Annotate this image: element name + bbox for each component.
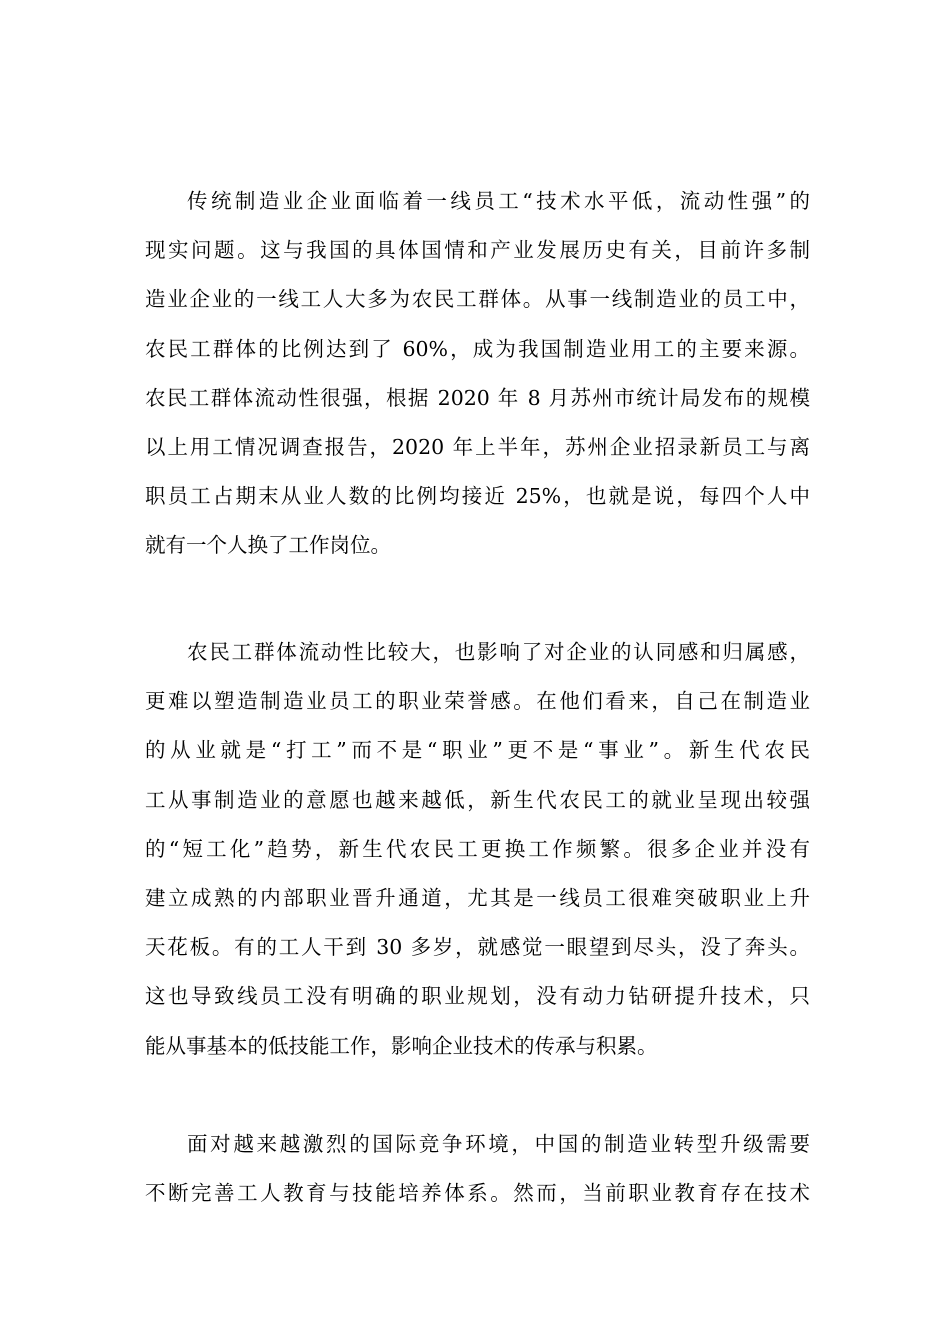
text-line: 就有一个人换了工作岗位。	[145, 533, 391, 558]
text-line: 农民工群体流动性比较大，也影响了对企业的认同感和归属感，	[187, 640, 810, 664]
text-line: 不断完善工人教育与技能培养体系。然而，当前职业教育存在技术	[145, 1181, 810, 1206]
text-line: 传统制造业企业面临着一线员工“技术水平低，流动性强”的	[187, 189, 810, 213]
text-line: 这也导致线员工没有明确的职业规划，没有动力钻研提升技术，只	[145, 984, 810, 1009]
paragraph-1	[145, 177, 810, 571]
text-line: 职员工占期末从业人数的比例均接近 25%，也就是说，每四个人中	[145, 484, 810, 509]
text-line: 天花板。有的工人干到 30 多岁，就感觉一眼望到尽头，没了奔头。	[145, 935, 810, 960]
text-line: 面对越来越激烈的国际竞争环境，中国的制造业转型升级需要	[187, 1132, 810, 1156]
text-line: 的“短工化”趋势，新生代农民工更换工作频繁。很多企业并没有	[145, 836, 810, 861]
text-line: 建立成熟的内部职业晋升通道，尤其是一线员工很难突破职业上升	[145, 885, 810, 910]
text-line: 造业企业的一线工人大多为农民工群体。从事一线制造业的员工中，	[145, 287, 810, 312]
paragraph-3	[145, 1120, 810, 1218]
paragraph-2	[145, 628, 810, 1071]
text-line: 农民工群体流动性很强，根据 2020 年 8 月苏州市统计局发布的规模	[145, 385, 810, 410]
text-line: 现实问题。这与我国的具体国情和产业发展历史有关，目前许多制	[145, 238, 810, 263]
text-line: 更难以塑造制造业员工的职业荣誉感。在他们看来，自己在制造业	[145, 689, 810, 714]
text-line: 农民工群体的比例达到了 60%，成为我国制造业用工的主要来源。	[145, 336, 810, 361]
text-line: 以上用工情况调查报告，2020 年上半年，苏州企业招录新员工与离	[145, 434, 810, 459]
text-line: 的从业就是“打工”而不是“职业”更不是“事业”。新生代农民	[145, 738, 810, 763]
text-line: 能从事基本的低技能工作，影响企业技术的传承与积累。	[145, 1033, 658, 1058]
text-line: 工从事制造业的意愿也越来越低，新生代农民工的就业呈现出较强	[145, 787, 810, 812]
